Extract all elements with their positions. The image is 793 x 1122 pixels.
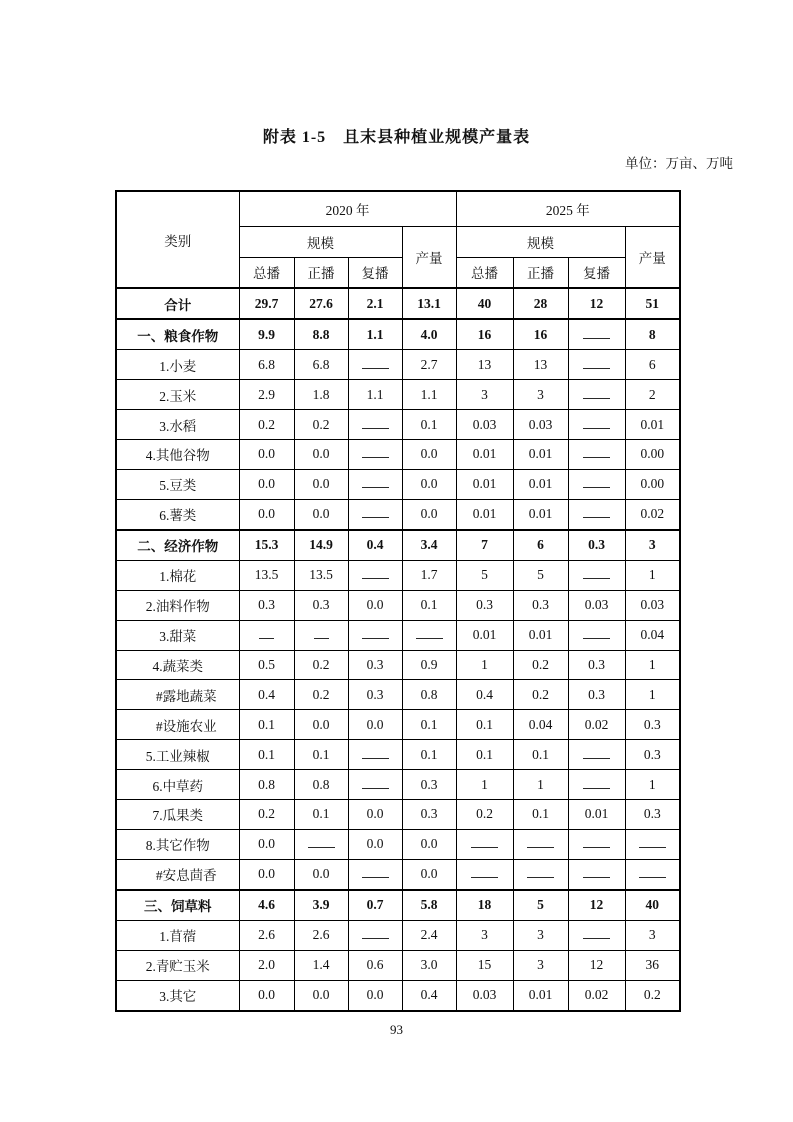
value-cell: 1 bbox=[456, 770, 513, 800]
value-cell: 13.1 bbox=[402, 288, 456, 319]
value-cell bbox=[348, 350, 402, 380]
table-row bbox=[116, 440, 680, 470]
value-cell: 28 bbox=[513, 288, 568, 319]
value-cell: 0.0 bbox=[294, 499, 348, 530]
blank-dash bbox=[362, 567, 389, 579]
value-cell: 2 bbox=[625, 380, 680, 410]
value-cell: 36 bbox=[625, 950, 680, 980]
value-cell: 0.03 bbox=[456, 410, 513, 440]
page-number: 93 bbox=[390, 1022, 403, 1037]
value-cell: 0.03 bbox=[513, 410, 568, 440]
value-cell: 3 bbox=[625, 530, 680, 561]
value-cell: 0.3 bbox=[456, 590, 513, 620]
value-cell: 2.4 bbox=[402, 920, 456, 950]
blank-dash bbox=[583, 866, 610, 878]
value-cell: 16 bbox=[456, 319, 513, 350]
value-cell: 2.0 bbox=[239, 950, 294, 980]
value-cell: 0.01 bbox=[625, 410, 680, 440]
value-cell bbox=[348, 740, 402, 770]
value-cell: 3.0 bbox=[402, 950, 456, 980]
value-cell bbox=[513, 829, 568, 859]
value-cell: 3.4 bbox=[402, 530, 456, 561]
blank-dash bbox=[362, 446, 389, 458]
value-cell: 8.8 bbox=[294, 319, 348, 350]
value-cell bbox=[568, 859, 625, 890]
value-cell: 0.0 bbox=[402, 440, 456, 470]
value-cell: 0.02 bbox=[568, 980, 625, 1011]
table-body bbox=[116, 288, 680, 1011]
row-label-cell: 8.其它作物 bbox=[116, 829, 239, 859]
value-cell: 6 bbox=[625, 350, 680, 380]
value-cell bbox=[402, 620, 456, 650]
value-cell: 0.9 bbox=[402, 650, 456, 680]
value-cell bbox=[568, 740, 625, 770]
value-cell: 0.1 bbox=[456, 740, 513, 770]
value-cell: 3 bbox=[625, 920, 680, 950]
value-cell bbox=[348, 920, 402, 950]
value-cell: 0.01 bbox=[456, 469, 513, 499]
header-main-sown-2020: 正播 bbox=[294, 257, 348, 288]
row-label-cell: 5.工业辣椒 bbox=[116, 740, 239, 770]
value-cell bbox=[625, 859, 680, 890]
value-cell bbox=[568, 620, 625, 650]
header-re-sown-2025: 复播 bbox=[568, 257, 625, 288]
value-cell: 1.1 bbox=[402, 380, 456, 410]
header-output-2025: 产量 bbox=[625, 226, 680, 288]
value-cell: 12 bbox=[568, 950, 625, 980]
value-cell: 1.1 bbox=[348, 319, 402, 350]
value-cell bbox=[456, 859, 513, 890]
value-cell bbox=[294, 620, 348, 650]
header-scale-2020: 规模 bbox=[239, 226, 402, 257]
value-cell: 0.04 bbox=[513, 710, 568, 740]
blank-dash bbox=[527, 866, 554, 878]
row-label-cell: 6.薯类 bbox=[116, 499, 239, 530]
blank-dash bbox=[362, 476, 389, 488]
value-cell bbox=[348, 859, 402, 890]
row-label-cell: 一、粮食作物 bbox=[116, 319, 239, 350]
table-row bbox=[116, 560, 680, 590]
table-row bbox=[116, 680, 680, 710]
value-cell bbox=[513, 859, 568, 890]
value-cell: 13.5 bbox=[294, 560, 348, 590]
value-cell: 0.1 bbox=[402, 740, 456, 770]
value-cell: 3.9 bbox=[294, 890, 348, 921]
table-row bbox=[116, 380, 680, 410]
value-cell: 0.3 bbox=[402, 770, 456, 800]
table-row bbox=[116, 859, 680, 890]
table-row bbox=[116, 770, 680, 800]
header-total-sown-2025: 总播 bbox=[456, 257, 513, 288]
page-title: 附表 1-5 且末县种植业规模产量表 bbox=[262, 129, 531, 146]
value-cell: 0.03 bbox=[568, 590, 625, 620]
blank-dash-short bbox=[259, 627, 274, 639]
value-cell: 0.0 bbox=[294, 859, 348, 890]
blank-dash bbox=[362, 866, 389, 878]
blank-dash bbox=[362, 927, 389, 939]
value-cell: 5.8 bbox=[402, 890, 456, 921]
value-cell: 12 bbox=[568, 288, 625, 319]
row-label-cell: 4.其他谷物 bbox=[116, 440, 239, 470]
row-label-cell: 二、经济作物 bbox=[116, 530, 239, 561]
row-label-cell: 3.其它 bbox=[116, 980, 239, 1011]
value-cell bbox=[294, 829, 348, 859]
table-row bbox=[116, 890, 680, 921]
table-row bbox=[116, 620, 680, 650]
header-re-sown-2020: 复播 bbox=[348, 257, 402, 288]
value-cell: 0.4 bbox=[348, 530, 402, 561]
value-cell: 0.3 bbox=[568, 650, 625, 680]
blank-dash bbox=[362, 747, 389, 759]
value-cell: 1.7 bbox=[402, 560, 456, 590]
value-cell: 5 bbox=[513, 560, 568, 590]
value-cell: 0.0 bbox=[348, 710, 402, 740]
table-row bbox=[116, 288, 680, 319]
value-cell: 4.0 bbox=[402, 319, 456, 350]
blank-dash bbox=[583, 506, 610, 518]
blank-dash bbox=[583, 387, 610, 399]
row-label-cell: 7.瓜果类 bbox=[116, 799, 239, 829]
value-cell: 0.0 bbox=[239, 440, 294, 470]
value-cell: 0.3 bbox=[402, 799, 456, 829]
value-cell: 0.0 bbox=[239, 469, 294, 499]
row-label-cell: 3.水稻 bbox=[116, 410, 239, 440]
value-cell: 0.3 bbox=[568, 530, 625, 561]
value-cell: 0.3 bbox=[239, 590, 294, 620]
value-cell: 6.8 bbox=[239, 350, 294, 380]
value-cell: 0.0 bbox=[348, 590, 402, 620]
value-cell: 3 bbox=[513, 380, 568, 410]
value-cell: 0.2 bbox=[456, 799, 513, 829]
value-cell: 0.0 bbox=[239, 980, 294, 1011]
value-cell: 0.1 bbox=[513, 799, 568, 829]
value-cell: 1 bbox=[456, 650, 513, 680]
value-cell: 0.8 bbox=[294, 770, 348, 800]
row-label-cell: 4.蔬菜类 bbox=[116, 650, 239, 680]
value-cell: 0.1 bbox=[513, 740, 568, 770]
value-cell: 1 bbox=[625, 680, 680, 710]
value-cell: 0.01 bbox=[513, 980, 568, 1011]
value-cell: 13 bbox=[513, 350, 568, 380]
value-cell: 1 bbox=[513, 770, 568, 800]
unit-note: 单位：万亩、万吨 bbox=[625, 156, 733, 171]
blank-dash bbox=[583, 446, 610, 458]
value-cell: 0.00 bbox=[625, 440, 680, 470]
value-cell: 0.3 bbox=[294, 590, 348, 620]
blank-dash bbox=[471, 836, 498, 848]
value-cell: 1 bbox=[625, 650, 680, 680]
header-category: 类别 bbox=[116, 191, 239, 288]
value-cell: 40 bbox=[625, 890, 680, 921]
value-cell: 0.0 bbox=[239, 859, 294, 890]
value-cell: 1 bbox=[625, 560, 680, 590]
row-label-cell: 合计 bbox=[116, 288, 239, 319]
blank-dash bbox=[308, 836, 335, 848]
value-cell bbox=[568, 350, 625, 380]
blank-dash bbox=[416, 627, 443, 639]
value-cell bbox=[568, 440, 625, 470]
value-cell: 0.02 bbox=[568, 710, 625, 740]
blank-dash bbox=[639, 836, 666, 848]
blank-dash bbox=[583, 747, 610, 759]
value-cell bbox=[348, 499, 402, 530]
value-cell: 0.3 bbox=[625, 710, 680, 740]
value-cell: 2.1 bbox=[348, 288, 402, 319]
value-cell: 3 bbox=[456, 920, 513, 950]
value-cell: 5 bbox=[513, 890, 568, 921]
value-cell: 2.6 bbox=[239, 920, 294, 950]
value-cell: 3 bbox=[456, 380, 513, 410]
blank-dash bbox=[583, 927, 610, 939]
value-cell: 1 bbox=[625, 770, 680, 800]
blank-dash bbox=[362, 777, 389, 789]
value-cell: 0.0 bbox=[348, 980, 402, 1011]
value-cell: 0.2 bbox=[294, 680, 348, 710]
blank-dash bbox=[362, 627, 389, 639]
value-cell: 2.9 bbox=[239, 380, 294, 410]
value-cell: 6.8 bbox=[294, 350, 348, 380]
value-cell: 0.8 bbox=[402, 680, 456, 710]
value-cell: 0.1 bbox=[402, 590, 456, 620]
value-cell bbox=[348, 620, 402, 650]
value-cell: 13 bbox=[456, 350, 513, 380]
value-cell: 0.3 bbox=[568, 680, 625, 710]
value-cell: 0.0 bbox=[239, 829, 294, 859]
value-cell: 0.04 bbox=[625, 620, 680, 650]
value-cell: 0.2 bbox=[239, 799, 294, 829]
value-cell bbox=[348, 560, 402, 590]
table-row bbox=[116, 950, 680, 980]
value-cell: 0.5 bbox=[239, 650, 294, 680]
value-cell: 0.2 bbox=[625, 980, 680, 1011]
value-cell: 7 bbox=[456, 530, 513, 561]
row-label-cell: #露地蔬菜 bbox=[116, 680, 239, 710]
table-row bbox=[116, 920, 680, 950]
value-cell: 0.01 bbox=[456, 620, 513, 650]
value-cell bbox=[568, 829, 625, 859]
row-label-cell: 1.苜蓿 bbox=[116, 920, 239, 950]
value-cell: 0.03 bbox=[625, 590, 680, 620]
value-cell: 51 bbox=[625, 288, 680, 319]
table-row bbox=[116, 530, 680, 561]
value-cell: 0.7 bbox=[348, 890, 402, 921]
blank-dash bbox=[583, 476, 610, 488]
row-label-cell: 2.玉米 bbox=[116, 380, 239, 410]
table-row bbox=[116, 980, 680, 1011]
value-cell bbox=[456, 829, 513, 859]
value-cell: 0.1 bbox=[456, 710, 513, 740]
value-cell bbox=[239, 620, 294, 650]
value-cell: 0.1 bbox=[294, 740, 348, 770]
value-cell bbox=[568, 319, 625, 350]
value-cell: 4.6 bbox=[239, 890, 294, 921]
table-row bbox=[116, 319, 680, 350]
value-cell: 0.4 bbox=[456, 680, 513, 710]
blank-dash bbox=[583, 777, 610, 789]
header-year-2020: 2020 年 bbox=[239, 191, 456, 226]
table-row bbox=[116, 799, 680, 829]
value-cell: 0.0 bbox=[402, 469, 456, 499]
value-cell: 0.0 bbox=[348, 829, 402, 859]
value-cell: 0.01 bbox=[568, 799, 625, 829]
value-cell: 2.7 bbox=[402, 350, 456, 380]
value-cell: 0.3 bbox=[348, 680, 402, 710]
value-cell bbox=[568, 560, 625, 590]
value-cell: 14.9 bbox=[294, 530, 348, 561]
row-label-cell: 3.甜菜 bbox=[116, 620, 239, 650]
value-cell: 0.01 bbox=[513, 620, 568, 650]
value-cell: 16 bbox=[513, 319, 568, 350]
table-row bbox=[116, 499, 680, 530]
blank-dash bbox=[639, 866, 666, 878]
blank-dash bbox=[471, 866, 498, 878]
value-cell: 0.0 bbox=[294, 980, 348, 1011]
value-cell: 0.4 bbox=[402, 980, 456, 1011]
value-cell bbox=[568, 410, 625, 440]
value-cell: 0.0 bbox=[294, 469, 348, 499]
row-label-cell: 1.小麦 bbox=[116, 350, 239, 380]
row-label-cell: #设施农业 bbox=[116, 710, 239, 740]
value-cell: 0.2 bbox=[294, 650, 348, 680]
value-cell bbox=[348, 770, 402, 800]
value-cell: 0.0 bbox=[294, 440, 348, 470]
value-cell: 12 bbox=[568, 890, 625, 921]
value-cell: 0.2 bbox=[239, 410, 294, 440]
value-cell: 27.6 bbox=[294, 288, 348, 319]
row-label-cell: 5.豆类 bbox=[116, 469, 239, 499]
value-cell: 0.6 bbox=[348, 950, 402, 980]
value-cell: 0.4 bbox=[239, 680, 294, 710]
value-cell: 0.01 bbox=[513, 499, 568, 530]
value-cell bbox=[625, 829, 680, 859]
header-scale-2025: 规模 bbox=[456, 226, 625, 257]
value-cell: 6 bbox=[513, 530, 568, 561]
value-cell: 0.0 bbox=[402, 829, 456, 859]
value-cell: 40 bbox=[456, 288, 513, 319]
value-cell: 0.3 bbox=[513, 590, 568, 620]
value-cell: 0.0 bbox=[348, 799, 402, 829]
table-row bbox=[116, 710, 680, 740]
row-label-cell: 三、饲草料 bbox=[116, 890, 239, 921]
value-cell: 0.2 bbox=[294, 410, 348, 440]
value-cell: 0.0 bbox=[402, 499, 456, 530]
value-cell bbox=[348, 469, 402, 499]
blank-dash bbox=[583, 327, 610, 339]
blank-dash bbox=[362, 417, 389, 429]
row-label-cell: 2.青贮玉米 bbox=[116, 950, 239, 980]
value-cell: 18 bbox=[456, 890, 513, 921]
value-cell bbox=[568, 920, 625, 950]
table-row bbox=[116, 469, 680, 499]
table-row bbox=[116, 410, 680, 440]
value-cell: 15.3 bbox=[239, 530, 294, 561]
row-label-cell: 1.棉花 bbox=[116, 560, 239, 590]
value-cell: 2.6 bbox=[294, 920, 348, 950]
value-cell: 1.1 bbox=[348, 380, 402, 410]
value-cell: 0.01 bbox=[513, 440, 568, 470]
blank-dash bbox=[527, 836, 554, 848]
table-row bbox=[116, 740, 680, 770]
value-cell: 3 bbox=[513, 920, 568, 950]
value-cell: 0.1 bbox=[402, 410, 456, 440]
blank-dash bbox=[583, 567, 610, 579]
header-total-sown-2020: 总播 bbox=[239, 257, 294, 288]
blank-dash-short bbox=[314, 627, 329, 639]
header-year-2025: 2025 年 bbox=[456, 191, 680, 226]
value-cell: 13.5 bbox=[239, 560, 294, 590]
table-row bbox=[116, 829, 680, 859]
blank-dash bbox=[362, 357, 389, 369]
value-cell: 0.3 bbox=[348, 650, 402, 680]
value-cell: 0.0 bbox=[239, 499, 294, 530]
value-cell bbox=[568, 770, 625, 800]
table-row bbox=[116, 650, 680, 680]
value-cell: 0.1 bbox=[402, 710, 456, 740]
crops-scale-output-table bbox=[115, 190, 681, 1012]
row-label-cell: 2.油料作物 bbox=[116, 590, 239, 620]
value-cell: 3 bbox=[513, 950, 568, 980]
blank-dash bbox=[583, 417, 610, 429]
value-cell: 0.01 bbox=[456, 499, 513, 530]
value-cell: 5 bbox=[456, 560, 513, 590]
value-cell bbox=[568, 469, 625, 499]
value-cell bbox=[348, 440, 402, 470]
row-label-cell: #安息茴香 bbox=[116, 859, 239, 890]
header-output-2020: 产量 bbox=[402, 226, 456, 288]
table-row bbox=[116, 590, 680, 620]
value-cell bbox=[348, 410, 402, 440]
value-cell: 0.03 bbox=[456, 980, 513, 1011]
value-cell: 0.2 bbox=[513, 680, 568, 710]
value-cell: 0.8 bbox=[239, 770, 294, 800]
row-label-cell: 6.中草药 bbox=[116, 770, 239, 800]
value-cell: 0.0 bbox=[294, 710, 348, 740]
value-cell: 0.1 bbox=[239, 740, 294, 770]
value-cell: 0.01 bbox=[513, 469, 568, 499]
value-cell: 0.00 bbox=[625, 469, 680, 499]
value-cell: 1.4 bbox=[294, 950, 348, 980]
value-cell: 0.0 bbox=[402, 859, 456, 890]
value-cell bbox=[568, 499, 625, 530]
value-cell: 0.3 bbox=[625, 740, 680, 770]
blank-dash bbox=[583, 357, 610, 369]
value-cell: 1.8 bbox=[294, 380, 348, 410]
value-cell: 0.01 bbox=[456, 440, 513, 470]
table-row bbox=[116, 350, 680, 380]
value-cell: 0.2 bbox=[513, 650, 568, 680]
blank-dash bbox=[583, 627, 610, 639]
blank-dash bbox=[583, 836, 610, 848]
value-cell: 29.7 bbox=[239, 288, 294, 319]
value-cell: 15 bbox=[456, 950, 513, 980]
value-cell: 0.3 bbox=[625, 799, 680, 829]
blank-dash bbox=[362, 506, 389, 518]
value-cell bbox=[568, 380, 625, 410]
header-main-sown-2025: 正播 bbox=[513, 257, 568, 288]
value-cell: 0.1 bbox=[239, 710, 294, 740]
value-cell: 8 bbox=[625, 319, 680, 350]
value-cell: 0.02 bbox=[625, 499, 680, 530]
value-cell: 9.9 bbox=[239, 319, 294, 350]
value-cell: 0.1 bbox=[294, 799, 348, 829]
